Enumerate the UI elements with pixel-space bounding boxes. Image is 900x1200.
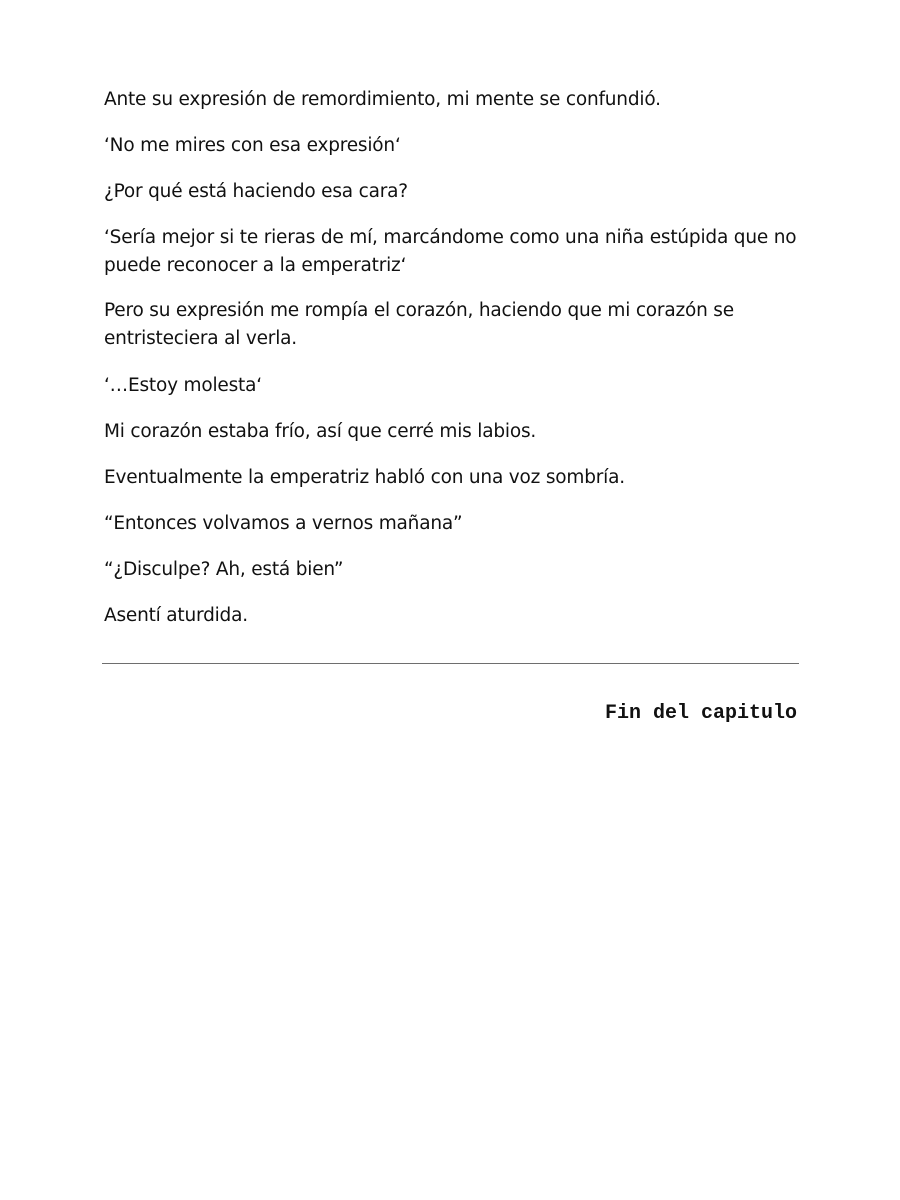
paragraph: ‘…Estoy molesta‘ (104, 375, 262, 396)
paragraph: ¿Por qué está haciendo esa cara? (104, 181, 408, 202)
paragraph: Ante su expresión de remordimiento, mi mente se confundió. (104, 89, 661, 110)
paragraph: Mi corazón estaba frío, así que cerré mis labios. (104, 421, 537, 442)
paragraph: ‘Sería mejor si te rieras de mí, marcándome como una niña estúpida que no puede reconocer a la emperatriz‘ (104, 227, 797, 276)
paragraph: “Entonces volvamos a vernos mañana” (104, 513, 463, 534)
paragraph: Asentí aturdida. (104, 605, 248, 626)
horizontal-divider (102, 663, 799, 664)
paragraph: Eventualmente la emperatriz habló con una voz sombría. (104, 467, 625, 488)
paragraph: “¿Disculpe? Ah, está bien” (104, 559, 344, 580)
paragraph: Pero su expresión me rompía el corazón, haciendo que mi corazón se entristeciera al verla. (104, 300, 734, 349)
paragraph: ‘No me mires con esa expresión‘ (104, 135, 401, 156)
chapter-end-label: Fin del capitulo (604, 702, 797, 725)
